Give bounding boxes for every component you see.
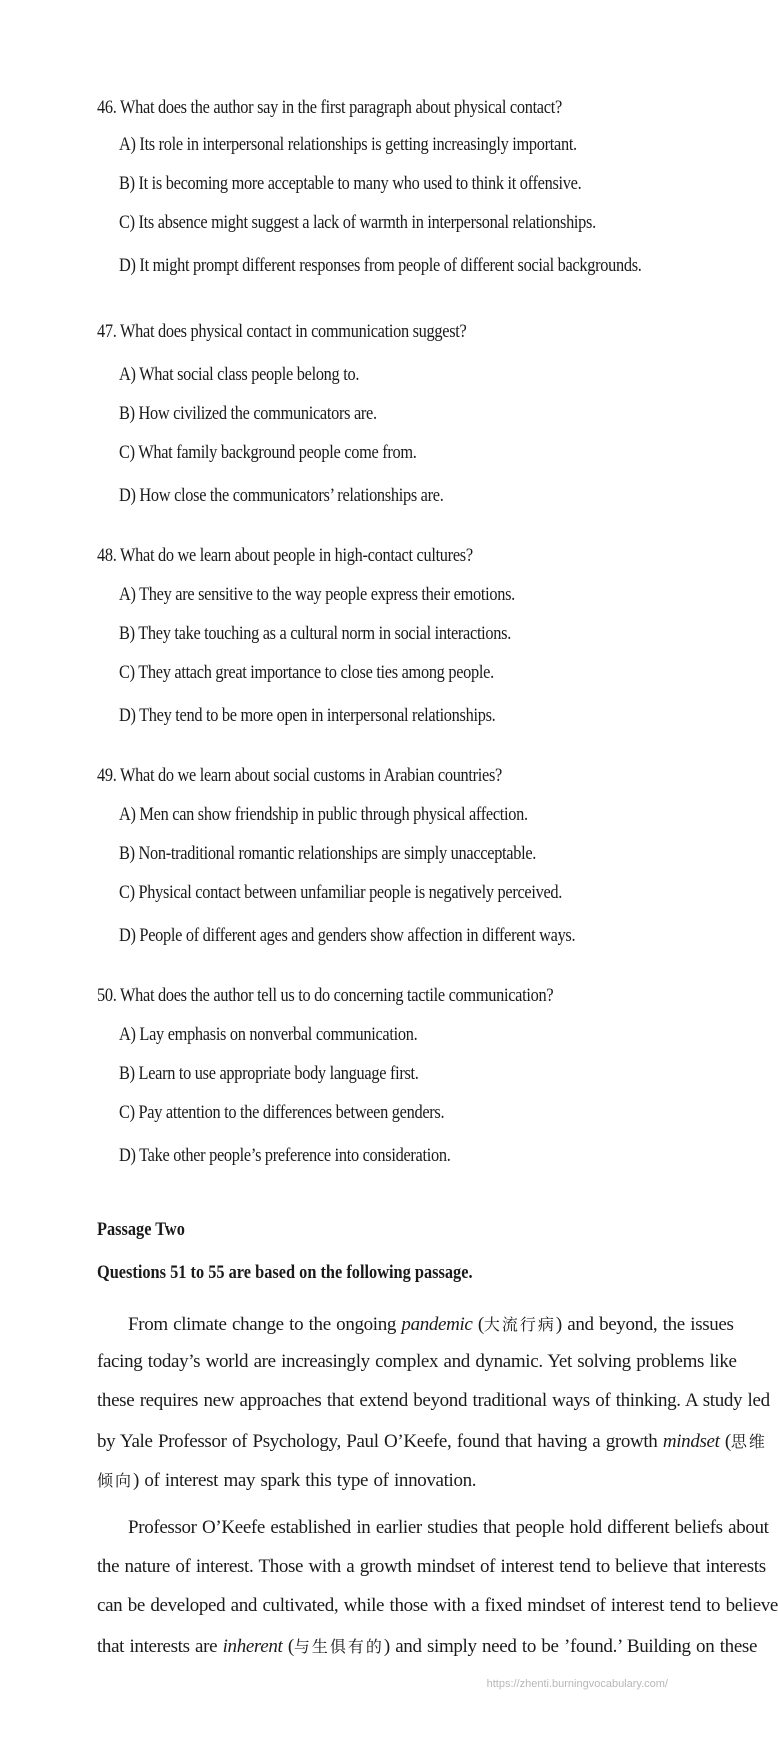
question-46-option-d: D) It might prompt different responses from people of different social backgrounds. (119, 255, 642, 276)
italic-term: pandemic (401, 1314, 473, 1335)
question-47-option-c: C) What family background people come from. (119, 442, 417, 463)
question-49-option-d: D) People of different ages and genders show affection in different ways. (119, 925, 576, 946)
paragraph-1-line-1 (128, 1312, 734, 1336)
question-50-option-b: B) Learn to use appropriate body language first. (119, 1063, 419, 1084)
text-run: ( (472, 1314, 484, 1335)
question-49-option-c: C) Physical contact between unfamiliar people is negatively perceived. (119, 882, 563, 903)
text-run: From climate change to the ongoing (128, 1314, 402, 1335)
question-50-option-c: C) Pay attention to the differences between genders. (119, 1102, 445, 1123)
text-run: ) and beyond, the issues (555, 1314, 734, 1335)
question-48-option-a: A) They are sensitive to the way people express their emotions. (119, 584, 515, 605)
question-48-option-b: B) They take touching as a cultural norm in social interactions. (119, 623, 511, 644)
footer-url: https://zhenti.burningvocabulary.com/ (486, 1678, 668, 1690)
question-49-option-a: A) Men can show friendship in public through physical affection. (119, 804, 528, 825)
chinese-gloss: 大流行病 (483, 1315, 556, 1334)
text-run: ( (282, 1636, 294, 1657)
question-46-option-b: B) It is becoming more acceptable to many who used to think it offensive. (119, 173, 582, 194)
italic-term: mindset (662, 1431, 720, 1452)
chinese-gloss: 倾向 (97, 1471, 134, 1490)
paragraph-2-line-2: the nature of interest. Those with a growth mindset of interest tend to believe that interests (97, 1556, 766, 1577)
paragraph-1-line-2: facing today’s world are increasingly complex and dynamic. Yet solving problems like (97, 1351, 737, 1372)
text-run: ) and simply need to be ’found.’ Building on these (383, 1636, 758, 1657)
question-50-option-d: D) Take other people’s preference into consideration. (119, 1145, 451, 1166)
question-50-stem: 50. What does the author tell us to do concerning tactile communication? (97, 985, 554, 1006)
question-48-option-c: C) They attach great importance to close ties among people. (119, 662, 494, 683)
italic-term: inherent (222, 1636, 283, 1657)
chinese-gloss: 与生俱有的 (293, 1637, 384, 1656)
paragraph-1-line-5 (97, 1468, 663, 1492)
question-46-option-a: A) Its role in interpersonal relationships is getting increasingly important. (119, 134, 577, 155)
question-50-option-a: A) Lay emphasis on nonverbal communication. (119, 1024, 418, 1045)
question-46-stem: 46. What does the author say in the first paragraph about physical contact? (97, 97, 562, 118)
question-48-option-d: D) They tend to be more open in interpersonal relationships. (119, 705, 496, 726)
passage-instruction: Questions 51 to 55 are based on the following passage. (97, 1262, 473, 1283)
question-49-option-b: B) Non-traditional romantic relationships are simply unacceptable. (119, 843, 537, 864)
question-47-option-d: D) How close the communicators’ relationships are. (119, 485, 444, 506)
passage-title: Passage Two (97, 1219, 185, 1240)
question-46-option-c: C) Its absence might suggest a lack of warmth in interpersonal relationships. (119, 212, 596, 233)
paragraph-1-line-4 (97, 1429, 767, 1453)
question-49-stem: 49. What do we learn about social customs in Arabian countries? (97, 765, 503, 786)
text-run: ( (719, 1431, 731, 1452)
question-48-stem: 48. What do we learn about people in high-contact cultures? (97, 545, 473, 566)
paragraph-2-line-3: can be developed and cultivated, while those with a fixed mindset of interest tend to believe (97, 1595, 778, 1616)
text-run: ) of interest may spark this type of innovation. (133, 1470, 477, 1491)
chinese-gloss: 思维 (730, 1432, 767, 1451)
text-run: by Yale Professor of Psychology, Paul O’Keefe, found that having a growth (97, 1431, 663, 1452)
paragraph-2-line-4 (97, 1634, 758, 1658)
question-47-option-a: A) What social class people belong to. (119, 364, 360, 385)
question-47-option-b: B) How civilized the communicators are. (119, 403, 377, 424)
paragraph-1-line-3: these requires new approaches that extend beyond traditional ways of thinking. A study led (97, 1390, 770, 1411)
question-47-stem: 47. What does physical contact in communication suggest? (97, 321, 467, 342)
paragraph-2-line-1: Professor O’Keefe established in earlier studies that people hold different beliefs about (128, 1517, 769, 1538)
text-run: that interests are (97, 1636, 223, 1657)
